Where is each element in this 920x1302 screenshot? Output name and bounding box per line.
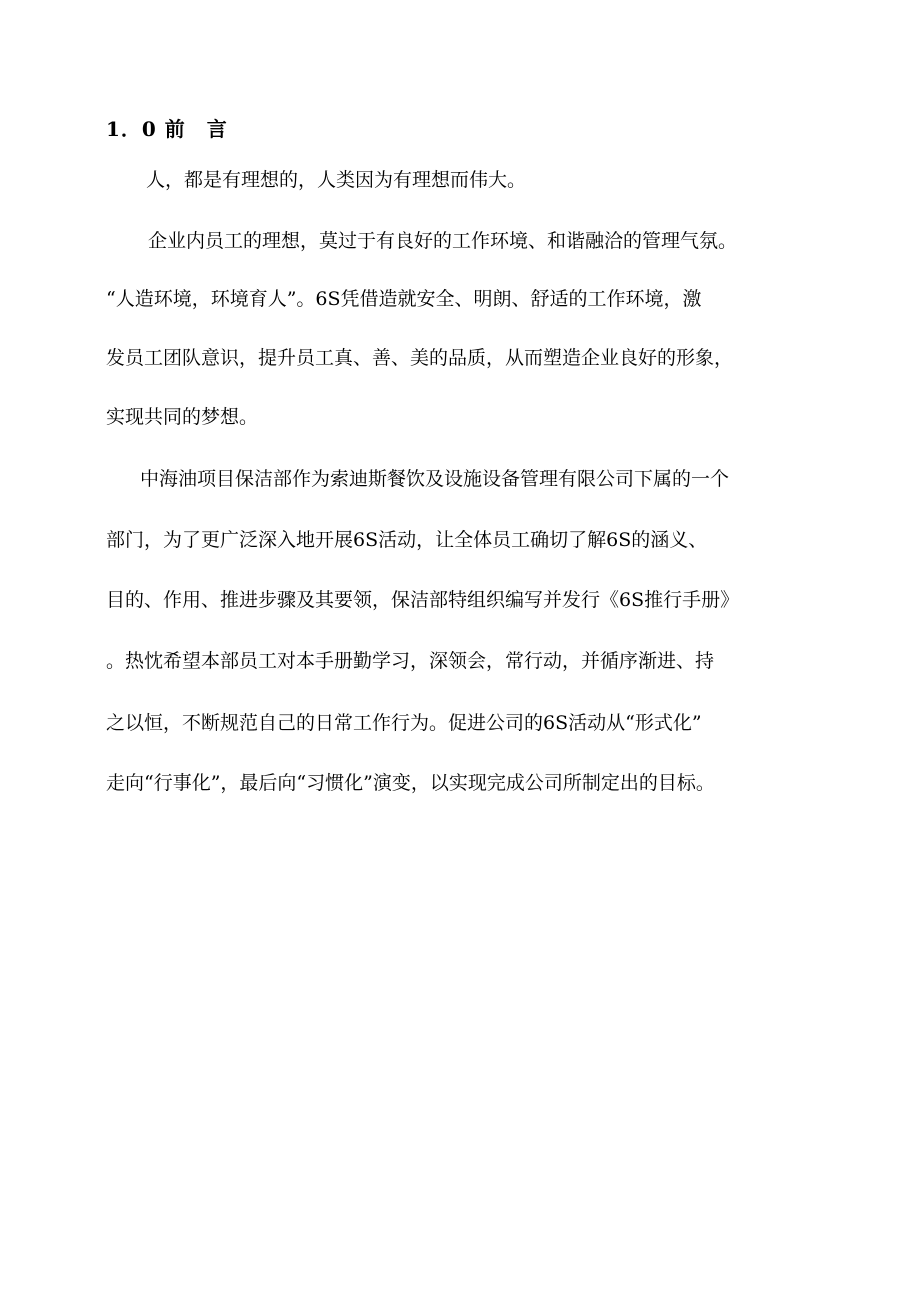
paragraph-3-line-5: 之以恒，不断规范自己的日常工作行为。促进公司的6S活动从“形式化” [106,712,702,734]
paragraph-2-line-3: 发员工团队意识，提升员工真、善、美的品质，从而塑造企业良好的形象， [106,347,734,369]
section-heading: 1．0 前 言 [106,117,228,141]
paragraph-3-line-3: 目的、作用、推进步骤及其要领，保洁部特组织编写并发行《6S推行手册》 [106,589,740,611]
paragraph-3-line-2: 部门，为了更广泛深入地开展6S活动，让全体员工确切了解6S的涵义、 [106,529,708,551]
paragraph-2-line-1: 企业内员工的理想，莫过于有良好的工作环境、和谐融洽的管理气氛。 [148,230,738,252]
paragraph-3-line-4: 。热忱希望本部员工对本手册勤学习，深领会，常行动，并循序渐进、持 [106,650,715,672]
paragraph-2-line-4: 实现共同的梦想。 [106,406,259,428]
paragraph-3-line-1: 中海油项目保洁部作为索迪斯餐饮及设施设备管理有限公司下属的一个 [140,468,730,490]
paragraph-2-line-2: “人造环境，环境育人”。6S凭借造就安全、明朗、舒适的工作环境，激 [106,288,702,310]
paragraph-3-line-6: 走向“行事化”，最后向“习惯化”演变，以实现完成公司所制定出的目标。 [106,772,715,794]
paragraph-1-line-1: 人，都是有理想的，人类因为有理想而伟大。 [146,169,527,191]
